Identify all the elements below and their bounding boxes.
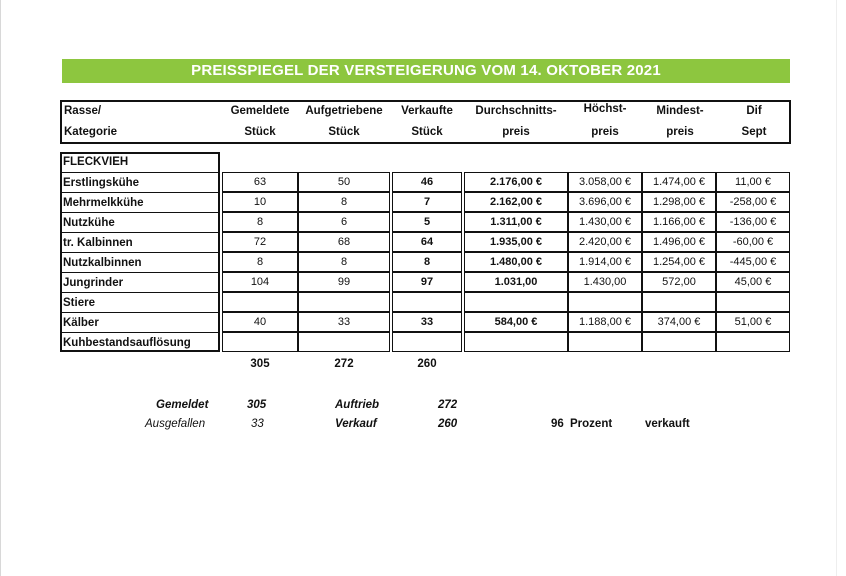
- cell-mindest: [642, 292, 716, 312]
- cell-dif: -136,00 €: [716, 212, 790, 232]
- header-sept: Sept: [741, 126, 767, 138]
- header-hoechst-unit: preis: [591, 126, 619, 138]
- cell-hoechst: [568, 332, 642, 352]
- cell-durchschnitt: 2.162,00 €: [464, 192, 568, 212]
- cell-mindest: 1.496,00 €: [642, 232, 716, 252]
- row-category: Mehrmelkkühe: [60, 192, 220, 212]
- cell-hoechst: 1.430,00: [568, 272, 642, 292]
- cell-dif: -445,00 €: [716, 252, 790, 272]
- cell-dif: [716, 292, 790, 312]
- footer-verkauft-label: verkauft: [645, 418, 690, 430]
- footer-auftrieb-value: 272: [438, 399, 458, 411]
- cell-mindest: [642, 332, 716, 352]
- cell-hoechst: 1.430,00 €: [568, 212, 642, 232]
- cell-mindest: 1.254,00 €: [642, 252, 716, 272]
- footer-ausgefallen-value: 33: [251, 418, 264, 430]
- header-gemeldete-unit: Stück: [244, 126, 276, 138]
- header-verkaufte: Verkaufte: [401, 105, 453, 117]
- cell-hoechst: [568, 292, 642, 312]
- cell-aufgetrieben: 99: [298, 272, 390, 292]
- cell-verkauft: 46: [392, 172, 462, 192]
- cell-hoechst: 3.058,00 €: [568, 172, 642, 192]
- cell-durchschnitt: [464, 332, 568, 352]
- cell-aufgetrieben: 33: [298, 312, 390, 332]
- cell-mindest: 1.166,00 €: [642, 212, 716, 232]
- cell-verkauft: 5: [392, 212, 462, 232]
- cell-gemeldet: 8: [222, 252, 298, 272]
- header-rasse: Rasse/: [64, 105, 102, 117]
- section-label: FLECKVIEH: [63, 156, 129, 168]
- cell-gemeldet: [222, 332, 298, 352]
- header-gemeldete: Gemeldete: [230, 105, 290, 117]
- page-title: PREISSPIEGEL DER VERSTEIGERUNG VOM 14. OKTOBER 2021: [62, 59, 790, 83]
- cell-gemeldet: 10: [222, 192, 298, 212]
- cell-durchschnitt: 1.031,00: [464, 272, 568, 292]
- cell-dif: -258,00 €: [716, 192, 790, 212]
- cell-verkauft: 64: [392, 232, 462, 252]
- header-hoechst: Höchst-: [583, 103, 627, 115]
- row-category: Kälber: [60, 312, 220, 332]
- total-gemeldet: 305: [250, 358, 270, 370]
- cell-aufgetrieben: 8: [298, 192, 390, 212]
- row-category: Stiere: [60, 292, 220, 312]
- cell-dif: 51,00 €: [716, 312, 790, 332]
- cell-gemeldet: 72: [222, 232, 298, 252]
- footer-gemeldet-label: Gemeldet: [156, 399, 209, 411]
- cell-durchschnitt: 2.176,00 €: [464, 172, 568, 192]
- cell-gemeldet: 104: [222, 272, 298, 292]
- header-aufgetriebene: Aufgetriebene: [305, 105, 383, 117]
- cell-mindest: 572,00: [642, 272, 716, 292]
- footer-auftrieb-label: Auftrieb: [335, 399, 380, 411]
- row-category: Nutzkühe: [60, 212, 220, 232]
- cell-hoechst: 1.188,00 €: [568, 312, 642, 332]
- cell-verkauft: 7: [392, 192, 462, 212]
- cell-aufgetrieben: 6: [298, 212, 390, 232]
- cell-dif: 11,00 €: [716, 172, 790, 192]
- row-category: Kuhbestandsauflösung: [60, 332, 220, 352]
- page-edge-right: [836, 0, 837, 576]
- cell-aufgetrieben: 50: [298, 172, 390, 192]
- header-durchschnitt-unit: preis: [502, 126, 530, 138]
- cell-gemeldet: 8: [222, 212, 298, 232]
- cell-durchschnitt: 1.480,00 €: [464, 252, 568, 272]
- cell-dif: 45,00 €: [716, 272, 790, 292]
- cell-verkauft: 33: [392, 312, 462, 332]
- cell-verkauft: 97: [392, 272, 462, 292]
- footer-verkauf-value: 260: [438, 418, 458, 430]
- cell-dif: [716, 332, 790, 352]
- header-kategorie: Kategorie: [64, 126, 118, 138]
- header-durchschnitt: Durchschnitts-: [475, 105, 557, 117]
- cell-verkauft: [392, 332, 462, 352]
- footer-prozent-value: 96: [551, 418, 564, 430]
- page-edge-left: [0, 0, 1, 576]
- cell-durchschnitt: 1.935,00 €: [464, 232, 568, 252]
- header-mindest-unit: preis: [666, 126, 694, 138]
- cell-mindest: 374,00 €: [642, 312, 716, 332]
- row-category: Jungrinder: [60, 272, 220, 292]
- header-verkaufte-unit: Stück: [411, 126, 443, 138]
- cell-verkauft: [392, 292, 462, 312]
- cell-gemeldet: [222, 292, 298, 312]
- cell-verkauft: 8: [392, 252, 462, 272]
- total-aufgetrieben: 272: [334, 358, 354, 370]
- cell-aufgetrieben: 68: [298, 232, 390, 252]
- cell-gemeldet: 63: [222, 172, 298, 192]
- cell-durchschnitt: 1.311,00 €: [464, 212, 568, 232]
- cell-aufgetrieben: 8: [298, 252, 390, 272]
- header-mindest: Mindest-: [656, 105, 704, 117]
- cell-hoechst: 1.914,00 €: [568, 252, 642, 272]
- cell-durchschnitt: [464, 292, 568, 312]
- footer-gemeldet-value: 305: [247, 399, 267, 411]
- footer-verkauf-label: Verkauf: [335, 418, 377, 430]
- cell-hoechst: 3.696,00 €: [568, 192, 642, 212]
- cell-aufgetrieben: [298, 292, 390, 312]
- header-dif: Dif: [746, 105, 762, 117]
- cell-mindest: 1.298,00 €: [642, 192, 716, 212]
- cell-durchschnitt: 584,00 €: [464, 312, 568, 332]
- cell-hoechst: 2.420,00 €: [568, 232, 642, 252]
- cell-gemeldet: 40: [222, 312, 298, 332]
- footer-prozent-label: Prozent: [570, 418, 613, 430]
- footer-ausgefallen-label: Ausgefallen: [145, 418, 206, 430]
- row-category: Nutzkalbinnen: [60, 252, 220, 272]
- total-verkauft: 260: [417, 358, 437, 370]
- cell-mindest: 1.474,00 €: [642, 172, 716, 192]
- cell-dif: -60,00 €: [716, 232, 790, 252]
- row-category: Erstlingskühe: [60, 172, 220, 192]
- row-category: tr. Kalbinnen: [60, 232, 220, 252]
- cell-aufgetrieben: [298, 332, 390, 352]
- header-aufgetriebene-unit: Stück: [328, 126, 360, 138]
